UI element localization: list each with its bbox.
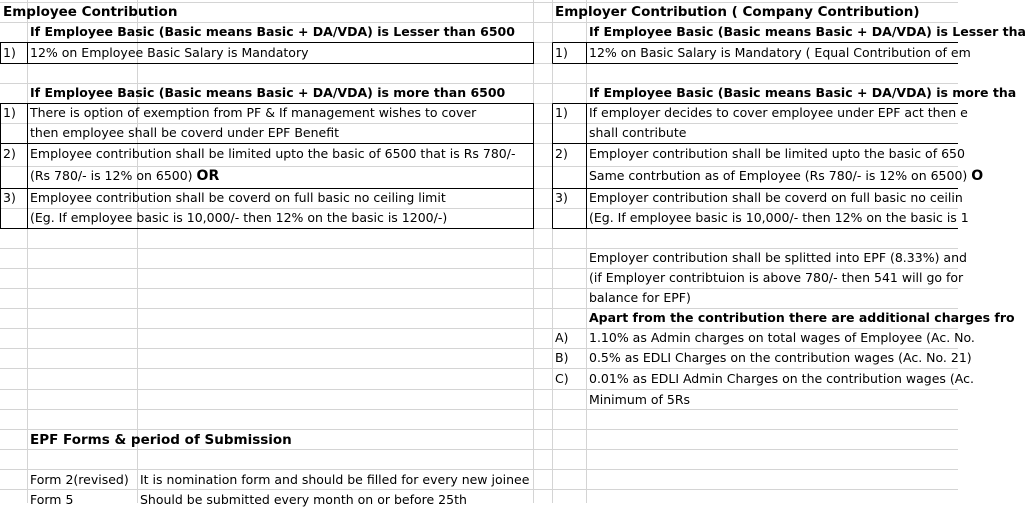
- employee-item-line-text: (Rs 780/- is 12% on 6500): [30, 168, 193, 183]
- employer-item-line: If employer decides to cover employee under EPF act then e: [589, 105, 968, 120]
- employer-split-line: (if Employer contribtuion is above 780/- then 541 will go for: [589, 270, 964, 285]
- employer-item-no: 3): [555, 190, 568, 205]
- or-label: O: [971, 168, 984, 184]
- employee-item-no: 1): [3, 105, 16, 120]
- employer-split-line: balance for EPF): [589, 290, 691, 305]
- employee-item-no: 3): [3, 190, 16, 205]
- employer-lesser-heading: If Employee Basic (Basic means Basic + DA/VDA) is Lesser tha: [589, 24, 1026, 39]
- charge-item-no: C): [555, 371, 569, 386]
- charge-item-text: 0.01% as EDLI Admin Charges on the contribution wages (Ac.: [589, 371, 974, 386]
- form-description: It is nomination form and should be filled for every new joinee: [140, 472, 530, 487]
- employer-item-line: (Eg. If employee basic is 10,000/- then 12% on the basic is 1: [589, 210, 969, 225]
- employer-lesser-item: 12% on Basic Salary is Mandatory ( Equal Contribution of em: [589, 45, 971, 60]
- employer-item-line: Employer contribution shall be limited upto the basic of 650: [589, 146, 965, 161]
- charge-item-text: 0.5% as EDLI Charges on the contribution wages (Ac. No. 21): [589, 350, 972, 365]
- employer-item-line: Employer contribution shall be coverd on full basic no ceilin: [589, 190, 963, 205]
- employer-item-no: 2): [555, 146, 568, 161]
- employer-lesser-item-no: 1): [555, 45, 568, 60]
- epf-forms-heading: EPF Forms & period of Submission: [30, 432, 292, 448]
- employee-item-line: Employee contribution shall be limited upto the basic of 6500 that is Rs 780/-: [30, 146, 516, 161]
- employer-item-line: shall contribute: [589, 125, 687, 140]
- employer-contribution-title: Employer Contribution ( Company Contribution): [555, 4, 920, 20]
- employee-item-line: [30, 168, 219, 184]
- or-label: OR: [196, 168, 220, 184]
- minimum-charge-note: Minimum of 5Rs: [589, 392, 691, 407]
- charge-item-no: B): [555, 350, 569, 365]
- employee-item-no: 2): [3, 146, 16, 161]
- employee-item-line: (Eg. If employee basic is 10,000/- then 12% on the basic is 1200/-): [30, 210, 448, 225]
- employee-lesser-item-no: 1): [3, 45, 16, 60]
- employer-item-no: 1): [555, 105, 568, 120]
- employer-more-heading: If Employee Basic (Basic means Basic + DA/VDA) is more tha: [589, 85, 1017, 100]
- employer-split-line: Employer contribution shall be splitted into EPF (8.33%) and: [589, 250, 967, 265]
- employee-lesser-item: 12% on Employee Basic Salary is Mandatory: [30, 45, 309, 60]
- form-name: Form 2(revised): [30, 472, 129, 487]
- employer-apart-heading: Apart from the contribution there are additional charges fro: [589, 310, 1015, 325]
- charge-item-no: A): [555, 330, 569, 345]
- charge-item-text: 1.10% as Admin charges on total wages of Employee (Ac. No.: [589, 330, 975, 345]
- form-description: Should be submitted every month on or before 25th: [140, 492, 467, 507]
- employee-lesser-heading: If Employee Basic (Basic means Basic + DA/VDA) is Lesser than 6500: [30, 24, 515, 39]
- employee-more-heading: If Employee Basic (Basic means Basic + DA/VDA) is more than 6500: [30, 85, 506, 100]
- employer-item-line-text: Same contrbution as of Employee (Rs 780/- is 12% on 6500): [589, 168, 968, 183]
- employee-item-line: There is option of exemption from PF & If management wishes to cover: [30, 105, 477, 120]
- employee-item-line: then employee shall be coverd under EPF Benefit: [30, 125, 339, 140]
- form-name: Form 5: [30, 492, 74, 507]
- employer-item-line: [589, 168, 983, 184]
- employee-item-line: Employee contribution shall be coverd on full basic no ceiling limit: [30, 190, 446, 205]
- employee-contribution-title: Employee Contribution: [3, 4, 178, 20]
